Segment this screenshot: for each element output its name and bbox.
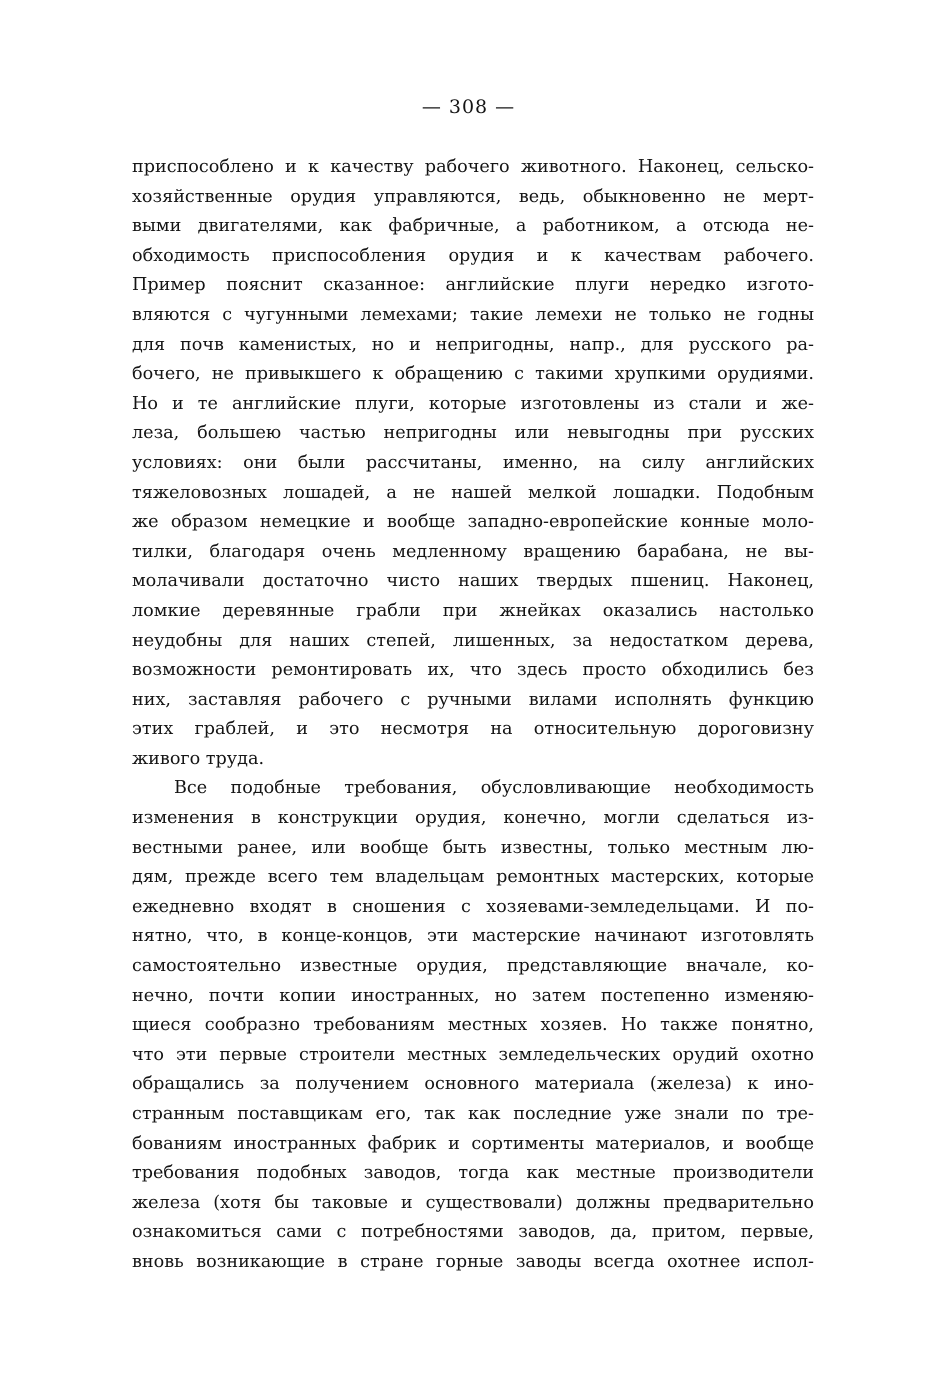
text-line: железа (хотя бы таковые и существовали) должны предварительно <box>132 1192 814 1213</box>
text-line-paragraph-end: живого труда. <box>132 748 265 769</box>
text-line: выми двигателями, как фабричные, а работником, а отсюда не- <box>132 216 814 237</box>
text-line: нятно, что, в конце-концов, эти мастерские начинают изготовлять <box>132 926 814 947</box>
text-line: тилки, благодаря очень медленному вращению барабана, не вы- <box>132 541 814 562</box>
body-text <box>132 153 814 1278</box>
text-line: ежедневно входят в сношения с хозяевами-земледельцами. И по- <box>132 896 814 917</box>
text-line: приспособлено и к качеству рабочего животного. Наконец, сельско- <box>132 157 814 177</box>
text-line: Пример пояснит сказанное: английские плуги нередко изгото- <box>132 275 814 296</box>
text-line: вновь возникающие в стране горные заводы всегда охотнее испол- <box>132 1251 814 1272</box>
text-line: неудобны для наших степей, лишенных, за недостатком дерева, <box>132 630 814 651</box>
text-line: обходимость приспособления орудия и к качествам рабочего. <box>132 245 814 266</box>
page-number: — 308 — <box>421 96 516 118</box>
text-line: них, заставляя рабочего с ручными вилами исполнять функцию <box>132 689 814 710</box>
text-line: требования подобных заводов, тогда как местные производители <box>132 1163 814 1184</box>
text-line: вляются с чугунными лемехами; такие лемехи не только не годны <box>132 304 814 325</box>
text-line: бочего, не привыкшего к обращению с такими хрупкими орудиями. <box>132 364 814 385</box>
text-line: леза, большею частью непригодны или невыгодны при русских <box>132 423 814 444</box>
text-line: для почв каменистых, но и непригодны, напр., для русского ра- <box>132 334 814 355</box>
text-line: этих граблей, и это несмотря на относительную дороговизну <box>132 719 814 740</box>
text-line: же образом немецкие и вообще западно-европейские конные моло- <box>132 512 814 533</box>
text-line: молачивали достаточно чисто наших твердых пшениц. Наконец, <box>132 571 814 592</box>
text-line: щиеся сообразно требованиям местных хозяев. Но также понятно, <box>132 1015 814 1036</box>
text-line: хозяйственные орудия управляются, ведь, обыкновенно не мерт- <box>132 186 814 207</box>
text-line: обращались за получением основного материала (железа) к ино- <box>132 1074 814 1095</box>
text-line: бованиям иностранных фабрик и сортименты материалов, и вообще <box>132 1133 814 1154</box>
text-line: вестными ранее, или вообще быть известны, только местным лю- <box>132 837 814 858</box>
text-line: Но и те английские плуги, которые изготовлены из стали и же- <box>132 393 814 414</box>
text-line: ломкие деревянные грабли при жнейках оказались настолько <box>132 600 814 621</box>
text-line: странным поставщикам его, так как последние уже знали по тре- <box>132 1104 814 1124</box>
text-line: ознакомиться сами с потребностями заводов, да, притом, первые, <box>132 1222 814 1243</box>
text-line: возможности ремонтировать их, что здесь просто обходились без <box>132 660 814 681</box>
text-line-paragraph-start: Все подобные требования, обусловливающие необходимость <box>174 778 814 799</box>
text-line: тяжеловозных лошадей, а не нашей мелкой лошадки. Подобным <box>132 482 814 503</box>
text-line: нечно, почти копии иностранных, но затем постепенно изменяю- <box>132 985 814 1006</box>
text-line: самостоятельно известные орудия, представляющие вначале, ко- <box>132 956 814 977</box>
text-line: дям, прежде всего тем владельцам ремонтных мастерских, которые <box>132 867 814 888</box>
text-line: изменения в конструкции орудия, конечно, могли сделаться из- <box>132 808 814 829</box>
text-line: условиях: они были рассчитаны, именно, на силу английских <box>132 452 814 473</box>
text-line: что эти первые строители местных земледельческих орудий охотно <box>132 1044 814 1065</box>
